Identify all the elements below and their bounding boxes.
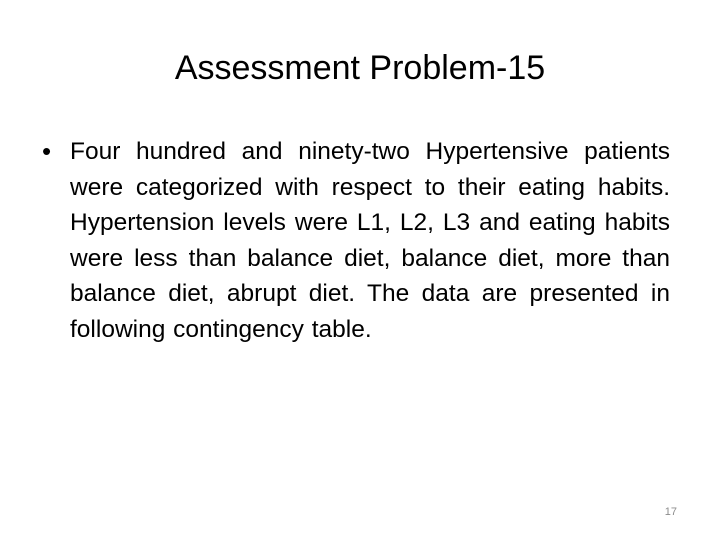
slide-title: Assessment Problem-15 xyxy=(174,49,546,87)
bullet-item xyxy=(36,134,670,347)
bullet-text: Four hundred and ninety-two Hypertensive patients were categorized with respect to their eating habits. Hypertension levels were L1, L2, L3 and eating habits were less than balance diet, balance diet, more than balance diet, abrupt diet. The data are presented in following contingency table. xyxy=(70,138,670,343)
slide-number: 17 xyxy=(664,506,677,518)
bullet-marker: • xyxy=(42,136,52,166)
